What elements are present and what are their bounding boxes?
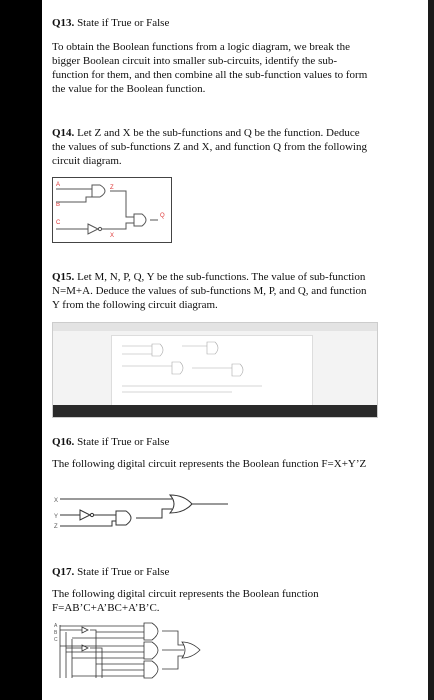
q16-label-z: Z bbox=[54, 524, 58, 530]
question-17 bbox=[52, 565, 372, 615]
q13-title: State if True or False bbox=[77, 17, 170, 29]
document-page bbox=[42, 0, 428, 700]
q14-label-z: Z bbox=[110, 185, 114, 191]
q16-body: The following digital circuit represents the Boolean function F=X+Y’Z bbox=[52, 458, 367, 470]
scrollbar-track[interactable] bbox=[428, 0, 434, 700]
q14-heading: Q14. bbox=[52, 127, 75, 139]
embedded-page bbox=[111, 335, 313, 407]
q17-title: State if True or False bbox=[77, 566, 170, 578]
q17-circuit-diagram bbox=[52, 620, 202, 680]
q15-heading: Q15. bbox=[52, 271, 75, 283]
q17-heading: Q17. bbox=[52, 566, 75, 578]
q16-label-y: Y bbox=[54, 514, 59, 520]
question-14 bbox=[52, 126, 372, 168]
q14-circuit-diagram bbox=[52, 177, 172, 243]
q16-label-x: X bbox=[54, 498, 59, 504]
q14-label-b: B bbox=[56, 202, 61, 208]
q17-label-c: C bbox=[54, 637, 58, 643]
q14-body: Let Z and X be the sub-functions and Q be the function. Deduce the values of sub-functions Z and X, and function Q from the following circuit diagram. bbox=[52, 127, 367, 167]
q17-body: The following digital circuit represents the Boolean function F=AB’C+A’BC+A’B’C. bbox=[52, 588, 319, 614]
embedded-toolbar bbox=[53, 323, 377, 331]
q13-body: To obtain the Boolean functions from a logic diagram, we break the bigger Boolean circuit into smaller sub-circuits, identify the sub-function for them, and then combine all the sub-function values to form the value for the Boolean function. bbox=[52, 41, 368, 95]
q14-label-x: X bbox=[110, 233, 115, 239]
q15-body: Let M, N, P, Q, Y be the sub-functions. The value of sub-function N=M+A. Deduce the values of sub-functions M, P, and Q, and function Y from the following circuit diagram. bbox=[52, 271, 367, 311]
q16-heading: Q16. bbox=[52, 436, 75, 448]
q17-label-b: B bbox=[54, 630, 58, 636]
question-13 bbox=[52, 16, 372, 96]
q15-embedded-screenshot bbox=[52, 322, 378, 418]
q14-label-c: C bbox=[56, 220, 61, 226]
q17-label-a: A bbox=[54, 623, 58, 629]
q16-title: State if True or False bbox=[77, 436, 170, 448]
q14-label-q: Q bbox=[160, 213, 165, 219]
question-16 bbox=[52, 435, 372, 471]
question-15 bbox=[52, 270, 372, 312]
q16-circuit-diagram bbox=[52, 493, 232, 533]
q13-heading: Q13. bbox=[52, 17, 75, 29]
embedded-taskbar bbox=[53, 405, 377, 417]
q14-label-a: A bbox=[56, 182, 61, 188]
